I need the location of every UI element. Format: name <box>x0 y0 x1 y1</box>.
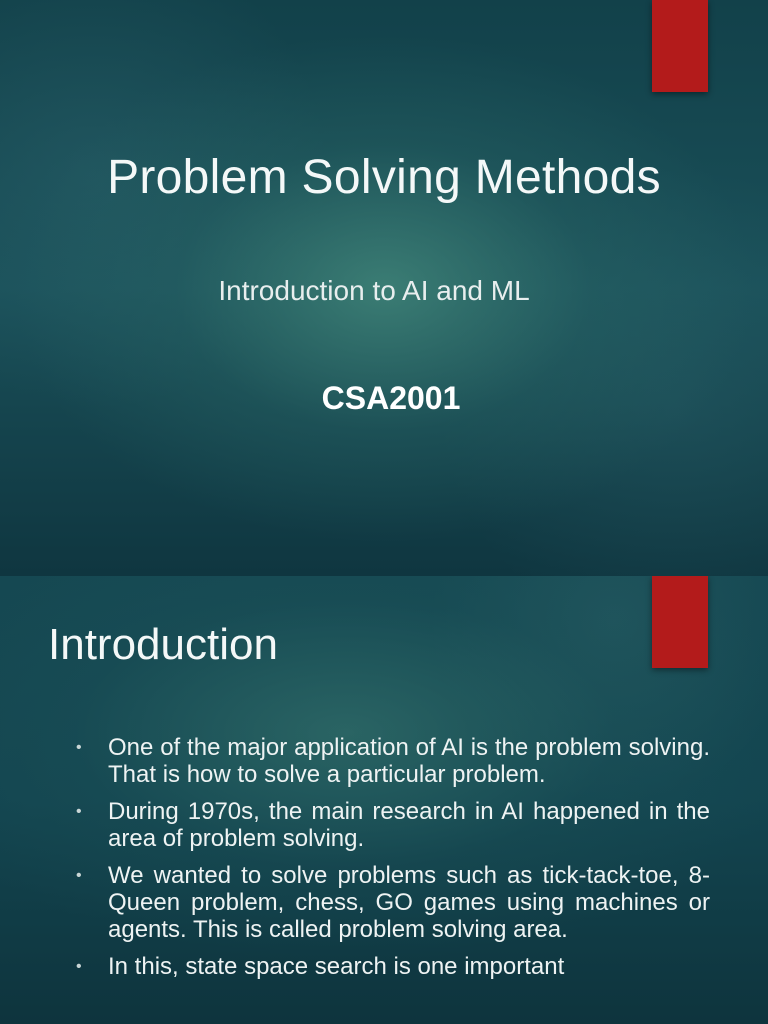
bullet-text: One of the major application of AI is the problem solving. That is how to solve a particular problem. <box>108 734 710 788</box>
bullet-icon: • <box>76 803 82 820</box>
bullet-text: We wanted to solve problems such as tick-tack-toe, 8-Queen problem, chess, GO games using machines or agents. This is called problem solving area. <box>108 862 710 943</box>
list-item <box>76 862 710 943</box>
slide-title: Problem Solving Methods <box>107 151 661 204</box>
slide-subtitle: Introduction to AI and ML <box>218 275 530 306</box>
course-code: CSA2001 <box>321 380 461 416</box>
accent-bar <box>652 0 708 92</box>
bullet-icon: • <box>76 739 82 756</box>
bullet-text: In this, state space search is one important <box>108 953 565 980</box>
bullet-list <box>76 734 710 990</box>
slide-heading: Introduction <box>48 620 278 669</box>
list-item <box>76 798 710 852</box>
introduction-slide <box>0 576 768 1024</box>
list-item <box>76 734 710 788</box>
accent-bar <box>652 576 708 668</box>
bullet-text: During 1970s, the main research in AI happened in the area of problem solving. <box>108 798 710 852</box>
bullet-icon: • <box>76 958 82 975</box>
bullet-icon: • <box>76 867 82 884</box>
list-item <box>76 953 710 980</box>
